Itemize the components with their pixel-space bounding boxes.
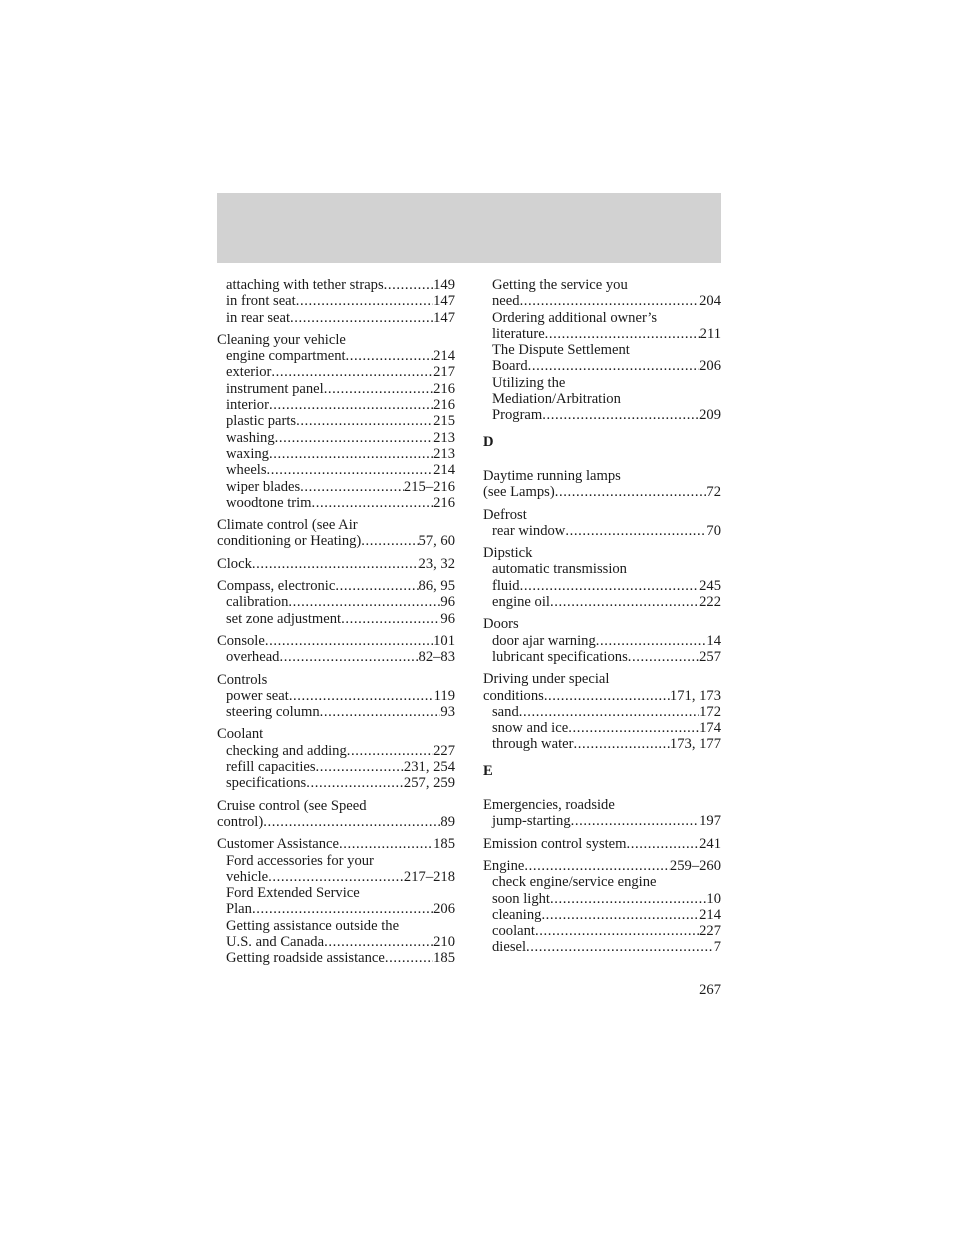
entry-page: 209 [699, 407, 721, 424]
entry-text: engine compartment [226, 348, 346, 365]
entry-page: 216 [433, 380, 455, 397]
index-column-right [483, 277, 721, 956]
entry-text: Climate control (see Air [217, 517, 358, 534]
dot-leader [385, 950, 433, 966]
dot-leader [268, 869, 404, 885]
dot-leader [550, 891, 706, 907]
entry-text: (see Lamps) [483, 484, 555, 501]
entry-text: Coolant [217, 726, 264, 743]
entry-page: 93 [440, 704, 455, 721]
entry-text: Daytime running lamps [483, 467, 621, 484]
index-entry [217, 814, 455, 830]
entry-text: Cruise control (see Speed [217, 797, 367, 814]
index-subentry [217, 649, 455, 665]
entry-page: 245 [699, 577, 721, 594]
index-entry [483, 836, 721, 852]
dot-leader [341, 611, 440, 627]
index-subentry [217, 310, 455, 326]
index-subentry [483, 720, 721, 736]
dot-leader [290, 310, 433, 326]
entry-page: 217–218 [403, 868, 455, 885]
entry-text: need [492, 293, 520, 310]
dot-leader [271, 364, 433, 380]
index-subentry [483, 342, 721, 358]
index-subentry [483, 326, 721, 342]
entry-page: 214 [433, 462, 455, 479]
index-subentry [483, 310, 721, 326]
dot-leader [384, 277, 433, 293]
dot-leader [541, 907, 699, 923]
entry-text: Dipstick [483, 545, 533, 562]
entry-page: 57, 60 [418, 533, 455, 550]
entry-text: Ford accessories for your [226, 852, 374, 869]
index-subentry [483, 633, 721, 649]
dot-leader [535, 923, 699, 939]
entry-page: 72 [706, 484, 721, 501]
entry-page: 231, 254 [403, 759, 455, 776]
entry-page: 213 [433, 445, 455, 462]
index-subentry [217, 348, 455, 364]
entry-page: 214 [433, 348, 455, 365]
entry-text: washing [226, 429, 275, 446]
page-number: 267 [699, 982, 721, 998]
dot-leader [346, 348, 434, 364]
dot-leader [324, 934, 433, 950]
entry-page: 206 [699, 358, 721, 375]
section-letter: E [483, 762, 493, 779]
entry-text: lubricant specifications [492, 648, 628, 665]
entry-text: Ordering additional owner’s [492, 309, 658, 326]
entry-text: Customer Assistance [217, 836, 340, 853]
index-subentry [483, 358, 721, 374]
entry-text: control) [217, 813, 264, 830]
index-entry [483, 616, 721, 632]
index-entry [483, 484, 721, 500]
entry-text: power seat [226, 687, 289, 704]
entry-text: coolant [492, 923, 535, 940]
entry-text: fluid [492, 577, 520, 594]
dot-leader [252, 901, 433, 917]
entry-page: 89 [440, 813, 455, 830]
entry-page: 206 [433, 901, 455, 918]
index-subentry [483, 277, 721, 293]
entry-text: Driving under special [483, 671, 610, 688]
entry-page: 204 [699, 293, 721, 310]
entry-text: cleaning [492, 906, 542, 923]
entry-text: overhead [226, 649, 280, 666]
entry-text: plastic parts [226, 413, 297, 430]
entry-page: 210 [433, 933, 455, 950]
index-entry [217, 517, 455, 533]
entry-text: engine oil [492, 594, 550, 611]
entry-page: 173, 177 [669, 736, 721, 753]
dot-leader [263, 814, 440, 830]
index-subentry [217, 293, 455, 309]
entry-text: Clock [217, 555, 252, 572]
index-subentry [217, 277, 455, 293]
entry-text: checking and adding [226, 742, 347, 759]
entry-text: Board [492, 358, 528, 375]
index-entry [483, 507, 721, 523]
index-subentry [217, 479, 455, 495]
entry-page: 227 [699, 923, 721, 940]
entry-text: snow and ice [492, 720, 569, 737]
entry-page: 96 [440, 610, 455, 627]
entry-page: 70 [706, 522, 721, 539]
entry-page: 147 [433, 293, 455, 310]
entry-text: wheels [226, 462, 267, 479]
index-subentry [217, 853, 455, 869]
index-entry [217, 726, 455, 742]
entry-text: Emission control system [483, 835, 627, 852]
entry-text: Console [217, 632, 265, 649]
entry-text: Emergencies, roadside [483, 797, 615, 814]
index-entry [217, 836, 455, 852]
dot-leader [300, 479, 404, 495]
index-subentry [217, 743, 455, 759]
index-subentry [217, 688, 455, 704]
index-subentry [217, 759, 455, 775]
entry-page: 257 [699, 648, 721, 665]
entry-page: 211 [699, 325, 721, 342]
dot-leader [306, 775, 404, 791]
dot-leader [596, 633, 707, 649]
index-subentry [483, 907, 721, 923]
index-subentry [217, 901, 455, 917]
section-letter: D [483, 433, 494, 450]
dot-leader [627, 836, 700, 852]
index-subentry [483, 813, 721, 829]
dot-leader [320, 704, 441, 720]
dot-leader [339, 836, 433, 852]
entry-text: Program [492, 407, 543, 424]
index-subentry [217, 594, 455, 610]
entry-page: 7 [713, 939, 721, 956]
entry-page: 174 [699, 720, 721, 737]
entry-page: 185 [433, 950, 455, 967]
index-subentry [483, 293, 721, 309]
index-entry [217, 332, 455, 348]
entry-text: check engine/service engine [492, 874, 657, 891]
index-entry [217, 578, 455, 594]
index-subentry [217, 397, 455, 413]
index-subentry [217, 918, 455, 934]
index-entry [483, 468, 721, 484]
entry-page: 197 [699, 813, 721, 830]
index-entry [483, 797, 721, 813]
entry-page: 215 [433, 413, 455, 430]
entry-text: U.S. and Canada [226, 933, 325, 950]
entry-page: 215–216 [403, 478, 455, 495]
index-column-left [217, 277, 455, 967]
index-subentry [483, 594, 721, 610]
entry-text: Ford Extended Service [226, 885, 360, 902]
index-subentry [483, 578, 721, 594]
entry-text: Engine [483, 857, 525, 874]
index-subentry [483, 561, 721, 577]
entry-text: Mediation/Arbitration [492, 391, 621, 408]
dot-leader [324, 381, 433, 397]
dot-leader [288, 594, 440, 610]
index-subentry [217, 934, 455, 950]
entry-page: 216 [433, 397, 455, 414]
index-entry [217, 798, 455, 814]
index-subentry [217, 775, 455, 791]
index-subentry [217, 364, 455, 380]
entry-text: diesel [492, 939, 527, 956]
entry-text: through water [492, 736, 574, 753]
entry-text: conditioning or Heating) [217, 533, 362, 550]
dot-leader [347, 743, 433, 759]
entry-text: The Dispute Settlement [492, 342, 630, 359]
dot-leader [565, 523, 706, 539]
dot-leader [555, 484, 707, 500]
entry-text: set zone adjustment [226, 610, 342, 627]
dot-leader [573, 736, 669, 752]
entry-text: attaching with tether straps [226, 277, 384, 293]
dot-leader [520, 578, 700, 594]
entry-text: Getting roadside assistance [226, 950, 385, 967]
index-subentry [483, 649, 721, 665]
dot-leader [528, 358, 699, 374]
entry-text: refill capacities [226, 759, 316, 776]
entry-text: interior [226, 397, 269, 414]
index-subentry [483, 704, 721, 720]
entry-page: 241 [699, 835, 721, 852]
index-entry [217, 533, 455, 549]
entry-text: calibration [226, 594, 289, 611]
entry-text: soon light [492, 890, 550, 907]
entry-page: 23, 32 [418, 555, 455, 572]
index-entry [483, 858, 721, 874]
entry-text: door ajar warning [492, 632, 596, 649]
entry-text: conditions [483, 687, 544, 704]
entry-text: instrument panel [226, 380, 324, 397]
index-subentry [483, 874, 721, 890]
entry-text: jump-starting [492, 813, 571, 830]
entry-page: 217 [433, 364, 455, 381]
dot-leader [542, 407, 699, 423]
dot-leader [269, 397, 433, 413]
dot-leader [544, 688, 670, 704]
index-subentry [483, 939, 721, 955]
entry-page: 14 [706, 632, 721, 649]
entry-text: waxing [226, 445, 269, 462]
entry-page: 147 [433, 309, 455, 326]
entry-page: 185 [433, 836, 455, 853]
entry-text: rear window [492, 522, 566, 539]
entry-page: 82–83 [418, 649, 455, 666]
entry-page: 259–260 [669, 857, 721, 874]
entry-text: Cleaning your vehicle [217, 331, 346, 348]
entry-page: 172 [699, 703, 721, 720]
index-subentry [217, 381, 455, 397]
entry-page: 119 [433, 687, 455, 704]
dot-leader [628, 649, 699, 665]
index-entry [217, 556, 455, 572]
index-entry [483, 545, 721, 561]
entry-page: 149 [433, 277, 455, 293]
dot-leader [267, 462, 434, 478]
entry-text: Compass, electronic [217, 578, 336, 595]
entry-text: woodtone trim [226, 494, 312, 511]
dot-leader [252, 556, 419, 572]
entry-text: Defrost [483, 506, 527, 523]
index-subentry [483, 891, 721, 907]
entry-page: 216 [433, 494, 455, 511]
index-entry [217, 672, 455, 688]
dot-leader [361, 533, 418, 549]
entry-text: Doors [483, 616, 519, 633]
index-subentry [217, 413, 455, 429]
index-entry [483, 688, 721, 704]
entry-page: 171, 173 [669, 687, 721, 704]
dot-leader [269, 446, 433, 462]
index-subentry [217, 430, 455, 446]
entry-text: wiper blades [226, 478, 301, 495]
entry-text: literature [492, 325, 545, 342]
dot-leader [520, 293, 700, 309]
index-subentry [217, 446, 455, 462]
dot-leader [279, 649, 418, 665]
index-subentry [483, 391, 721, 407]
index-entry [483, 671, 721, 687]
entry-text: Getting the service you [492, 277, 628, 293]
index-subentry [483, 407, 721, 423]
entry-text: specifications [226, 775, 307, 792]
dot-leader [296, 293, 433, 309]
dot-leader [526, 939, 714, 955]
index-subentry [217, 611, 455, 627]
entry-text: exterior [226, 364, 272, 381]
entry-text: automatic transmission [492, 561, 627, 578]
entry-page: 222 [699, 594, 721, 611]
dot-leader [335, 578, 418, 594]
index-subentry [483, 923, 721, 939]
entry-page: 96 [440, 594, 455, 611]
index-subentry [217, 462, 455, 478]
entry-page: 257, 259 [403, 775, 455, 792]
dot-leader [524, 858, 670, 874]
dot-leader [568, 720, 699, 736]
index-subentry [217, 869, 455, 885]
dot-leader [275, 430, 433, 446]
entry-text: sand [492, 703, 519, 720]
entry-text: Utilizing the [492, 374, 566, 391]
entry-page: 213 [433, 429, 455, 446]
entry-page: 227 [433, 742, 455, 759]
dot-leader [316, 759, 404, 775]
entry-text: Controls [217, 671, 268, 688]
index-subentry [483, 523, 721, 539]
dot-leader [571, 813, 699, 829]
index-subentry [483, 736, 721, 752]
index-entry [217, 633, 455, 649]
entry-page: 101 [433, 632, 455, 649]
index-subentry [483, 375, 721, 391]
dot-leader [312, 495, 434, 511]
entry-text: in front seat [226, 293, 296, 310]
dot-leader [550, 594, 699, 610]
dot-leader [289, 688, 434, 704]
entry-text: in rear seat [226, 309, 291, 326]
entry-page: 10 [706, 890, 721, 907]
entry-text: Getting assistance outside the [226, 917, 400, 934]
index-subentry [217, 495, 455, 511]
entry-page: 86, 95 [418, 578, 455, 595]
dot-leader [296, 413, 433, 429]
header-band [217, 193, 721, 263]
index-subentry [217, 704, 455, 720]
dot-leader [545, 326, 700, 342]
entry-text: vehicle [226, 868, 269, 885]
entry-text: steering column [226, 704, 320, 721]
index-subentry [217, 950, 455, 966]
entry-page: 214 [699, 906, 721, 923]
entry-text: Plan [226, 901, 252, 918]
index-subentry [217, 885, 455, 901]
dot-leader [519, 704, 699, 720]
dot-leader [265, 633, 433, 649]
